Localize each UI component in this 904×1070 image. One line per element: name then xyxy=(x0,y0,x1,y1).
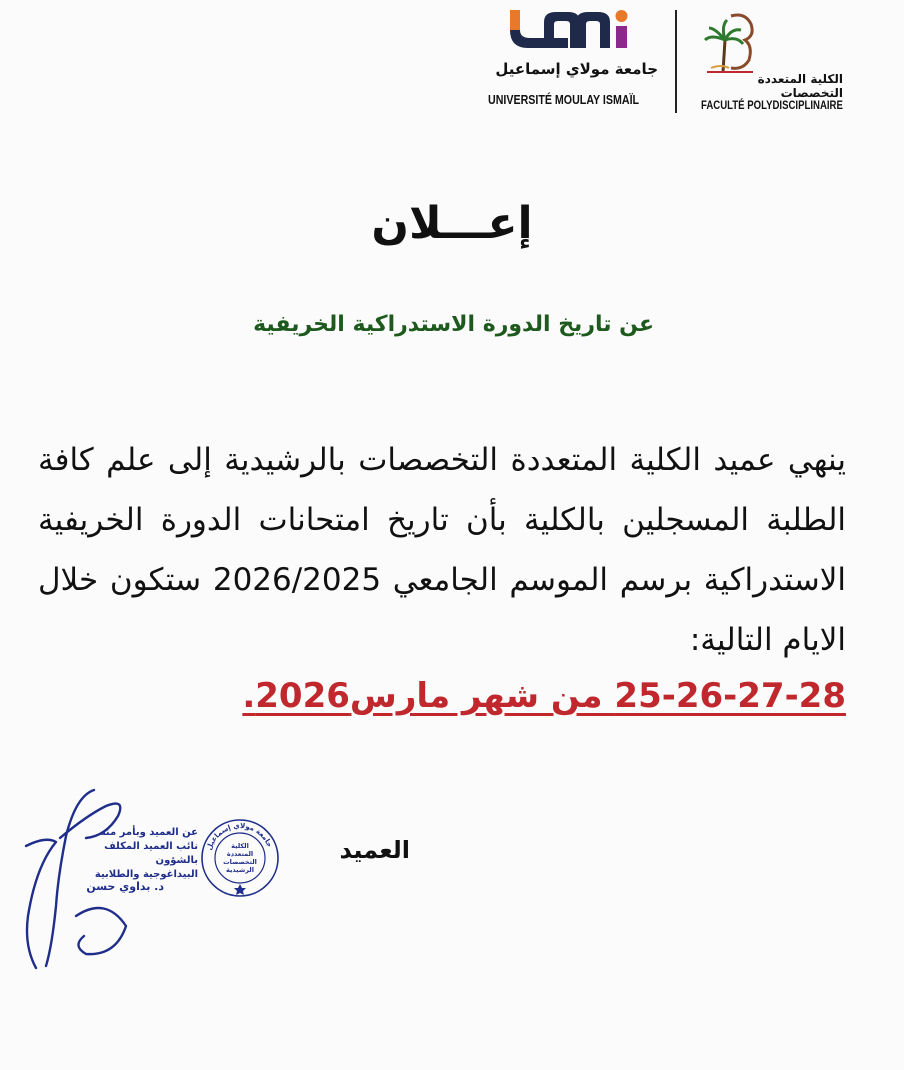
exam-dates-text: 25-26-27-28 من شهر مارس2026. xyxy=(242,676,846,716)
stamp-center-text xyxy=(220,842,260,874)
palm-tree-emblem-icon xyxy=(701,10,761,78)
handwritten-signature-icon xyxy=(6,776,156,976)
university-logo xyxy=(488,8,668,118)
stamp-ring-text: جامعة مولاي إسماعيل xyxy=(205,821,274,852)
stamp-line: التخصصات xyxy=(223,858,257,866)
stamp-line: المتعددة xyxy=(226,850,254,858)
announcement-title: إعـــلان xyxy=(371,198,533,249)
faculty-french-name: FACULTÉ POLYDISCIPLINAIRE xyxy=(701,98,843,112)
official-stamp xyxy=(200,818,280,898)
stamp-line: الرشيدية xyxy=(226,866,254,874)
signatory-name: د. بداوي حسن xyxy=(86,880,164,893)
header-divider xyxy=(675,10,677,113)
university-french-name: UNIVERSITÉ MOULAY ISMAÏL xyxy=(488,92,640,107)
umi-logo-mark-icon xyxy=(506,8,636,56)
dean-label: العميد xyxy=(339,836,410,864)
stamp-line: الكلية xyxy=(231,842,249,850)
on-behalf-line: البيداغوجية والطلابية xyxy=(94,869,198,880)
faculty-logo xyxy=(693,10,853,120)
university-arabic-name: جامعة مولاي إسماعيل xyxy=(495,60,658,78)
on-behalf-line: عن العميد وبأمر منه xyxy=(99,827,198,838)
faculty-arabic-name: الكلية المتعددة التخصصات xyxy=(757,72,843,100)
exam-dates xyxy=(150,676,846,716)
announcement-body: ينهي عميد الكلية المتعددة التخصصات بالرشيدية إلى علم كافة الطلبة المسجلين بالكلية بأن تاريخ امتحانات الدورة الخريفية الاستدراكية برسم الموسم الجامعي 2026/2025 ستكون خلال الايام التالية: xyxy=(38,442,846,658)
announcement-subtitle: عن تاريخ الدورة الاستدراكية الخريفية xyxy=(253,312,654,337)
on-behalf-line: نائب العميد المكلف بالشؤون xyxy=(104,841,198,866)
